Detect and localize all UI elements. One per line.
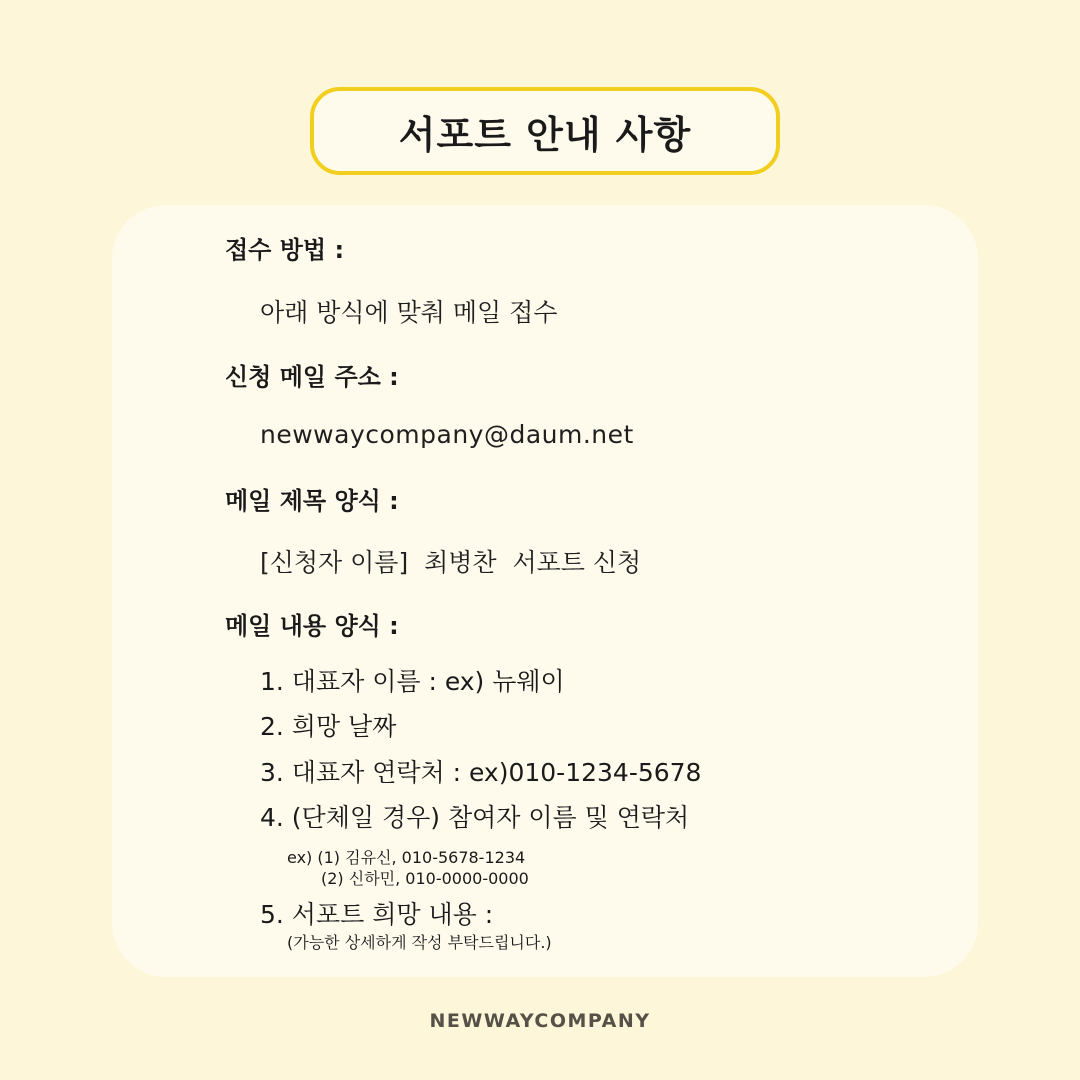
body-item-4: 4. (단체일 경우) 참여자 이름 및 연락처 xyxy=(260,803,690,832)
method-value: 아래 방식에 맞춰 메일 접수 xyxy=(260,298,558,327)
body-item-3: 3. 대표자 연락처 : ex)010-1234-5678 xyxy=(260,758,702,787)
example-line-2: (2) 신하민, 010-0000-0000 xyxy=(321,869,529,888)
example-line-1: ex) (1) 김유신, 010-5678-1234 xyxy=(287,848,526,867)
email-heading: 신청 메일 주소 : xyxy=(225,363,399,391)
footer-brand: NEWWAYCOMPANY xyxy=(429,1010,651,1032)
email-value: newwaycompany@daum.net xyxy=(260,420,634,449)
body-heading: 메일 내용 양식 : xyxy=(225,612,399,640)
body-item-5: 5. 서포트 희망 내용 : xyxy=(260,900,494,929)
body-item-1: 1. 대표자 이름 : ex) 뉴웨이 xyxy=(260,667,565,696)
subject-heading: 메일 제목 양식 : xyxy=(225,487,399,515)
page-title: 서포트 안내 사항 xyxy=(398,112,692,157)
subject-value: [신청자 이름] 최병찬 서포트 신청 xyxy=(260,548,642,577)
title-badge xyxy=(310,87,780,175)
method-heading: 접수 방법 : xyxy=(225,236,345,264)
body-note: (가능한 상세하게 작성 부탁드립니다.) xyxy=(287,933,552,952)
body-item-2: 2. 희망 날짜 xyxy=(260,712,397,741)
